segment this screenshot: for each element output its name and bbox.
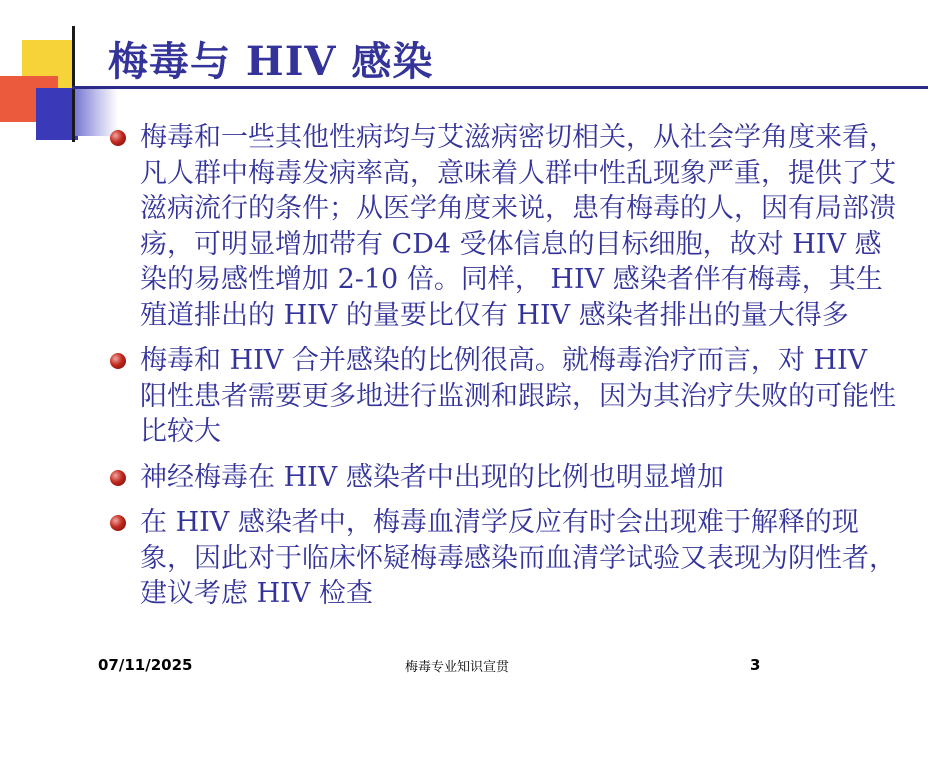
bullet-item	[108, 505, 898, 612]
bullet-text: 神经梅毒在 HIV 感染者中出现的比例也明显增加	[140, 461, 724, 493]
bullet-item	[108, 343, 898, 450]
slide-title: 梅毒与 HIV 感染	[108, 38, 434, 85]
bullet-list	[108, 120, 898, 622]
decor-vertical-line	[72, 26, 75, 142]
bullet-icon	[110, 515, 126, 531]
page-number: 3	[750, 656, 761, 674]
bullet-icon	[110, 130, 126, 146]
footer-center-text: 梅毒专业知识宣贯	[405, 660, 510, 675]
bullet-icon	[110, 470, 126, 486]
bullet-item	[108, 460, 898, 496]
bullet-text: 梅毒和 HIV 合并感染的比例很高。就梅毒治疗而言，对 HIV 阳性患者需要更多地进行监测和跟踪，因为其治疗失败的可能性比较大	[140, 345, 896, 447]
footer-date: 07/11/2025	[98, 656, 193, 674]
bullet-item	[108, 120, 898, 333]
bullet-icon	[110, 353, 126, 369]
bullet-text: 梅毒和一些其他性病均与艾滋病密切相关，从社会学角度来看，凡人群中梅毒发病率高，意味着人群中性乱现象严重，提供了艾滋病流行的条件；从医学角度来说，患有梅毒的人，因有局部溃疡，可明显增加带有 CD4 受体信息的目标细胞，故对 HIV 感染的易感性增加 2-10 倍。同样， HIV 感染者伴有梅毒，其生殖道排出的 HIV 的量要比仅有 HIV 感染者排出的量大得多	[140, 122, 896, 331]
bullet-text: 在 HIV 感染者中，梅毒血清学反应有时会出现难于解释的现象，因此对于临床怀疑梅毒感染而血清学试验又表现为阴性者，建议考虑 HIV 检查	[140, 507, 896, 609]
